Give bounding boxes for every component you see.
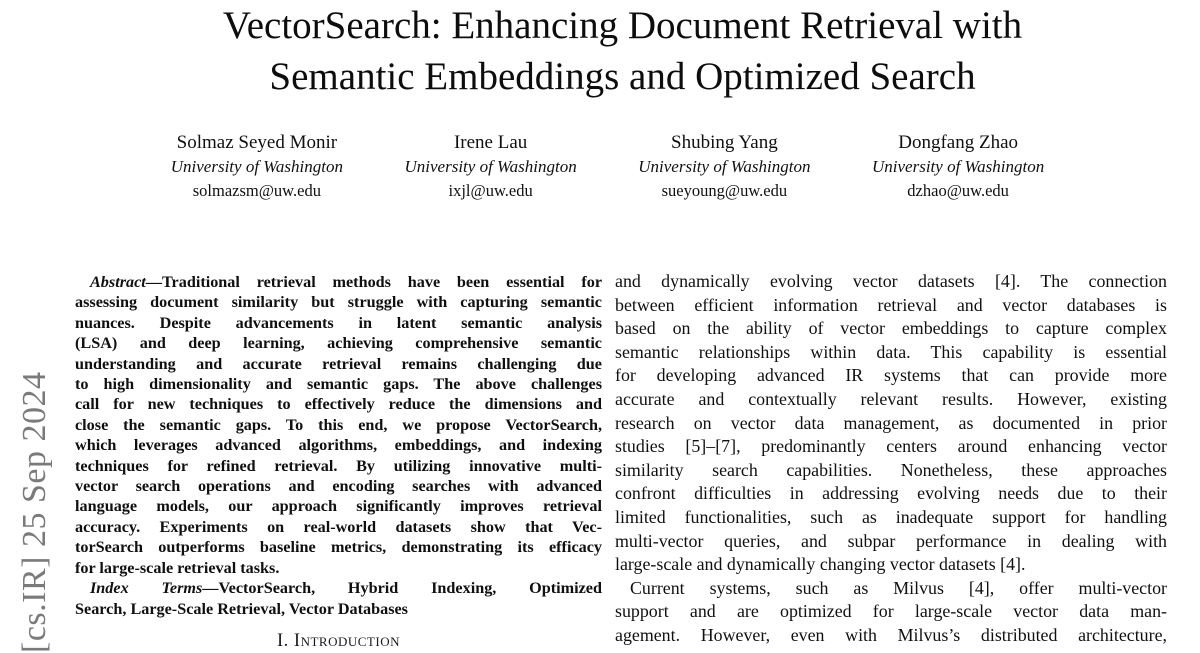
text-line: language models, our approach significantly improves retrieval [75, 497, 602, 516]
text-line: to high dimensionality and semantic gaps. The above challenges [75, 375, 602, 394]
text-line: call for new techniques to effectively reduce the dimensions and [75, 395, 602, 414]
text-line: studies [5]–[7], predominantly centers around enhancing vector [615, 436, 1167, 457]
author-email: dzhao@uw.edu [907, 181, 1009, 200]
text-line: close the semantic gaps. To this end, we propose VectorSearch, [75, 415, 602, 434]
text-line: based on the ability of vector embeddings to capture complex [615, 318, 1167, 339]
author-block [841, 130, 1075, 203]
text-line: multi-vector queries, and subpar performance in dealing with [615, 530, 1167, 551]
text-line: agement. However, even with Milvus’s distributed architecture, [615, 624, 1167, 645]
text-line: Search, Large-Scale Retrieval, Vector Databases [75, 599, 408, 618]
author-name: Dongfang Zhao [898, 132, 1019, 153]
text-line: accuracy. Experiments on real-world datasets show that Vec- [75, 517, 602, 536]
text-line: Current systems, such as Milvus [4], offer multi-vector [630, 577, 1167, 598]
text-line: (LSA) and deep learning, achieving comprehensive semantic [75, 334, 602, 353]
text-line: research on vector data management, as documented in prior [615, 412, 1167, 433]
text-line: semantic relationships within data. This capability is essential [615, 341, 1167, 362]
paper-title-line-2: Semantic Embeddings and Optimized Search [269, 55, 976, 98]
arxiv-stamp: [cs.IR] 25 Sep 2024 [16, 371, 53, 653]
text-line: assessing document similarity but struggle with capturing semantic [75, 293, 602, 312]
text-line: confront difficulties in addressing evolving needs due to their [615, 483, 1167, 504]
author-affiliation: University of Washington [872, 157, 1045, 176]
abstract-column [75, 272, 602, 619]
text-line: and dynamically evolving vector datasets [4]. The connection [615, 271, 1167, 291]
author-block [608, 130, 842, 203]
introduction-section-heading: I. Introduction [277, 631, 400, 651]
text-line: support and are optimized for large-scale vector data man- [615, 601, 1167, 622]
lead-in-italic: Abstract [90, 273, 146, 291]
paper-title-line-1: VectorSearch: Enhancing Document Retrieval with [222, 4, 1023, 47]
text-line: understanding and accurate retrieval remains challenging due [75, 354, 602, 373]
text-line: accurate and contextually relevant results. However, existing [615, 388, 1167, 409]
author-email: ixjl@uw.edu [448, 181, 533, 200]
author-affiliation: University of Washington [638, 157, 811, 176]
author-name: Shubing Yang [671, 132, 778, 153]
author-name: Solmaz Seyed Monir [176, 132, 338, 153]
paragraph [75, 578, 602, 619]
text-line: vector search operations and encoding searches with advanced [75, 477, 602, 496]
author-name: Irene Lau [453, 132, 528, 153]
paragraph [75, 272, 602, 578]
text-line: for large-scale retrieval tasks. [75, 558, 280, 577]
paragraph [615, 577, 1167, 648]
text-line: limited functionalities, such as inadequate support for handling [615, 506, 1167, 527]
author-email: sueyoung@uw.edu [661, 181, 788, 200]
paragraph [615, 270, 1167, 577]
paper-title [75, 0, 1170, 102]
author-email: solmazsm@uw.edu [192, 181, 321, 200]
text-line: similarity search capabilities. Nonetheless, these approaches [615, 459, 1167, 480]
body-text-column [615, 270, 1167, 648]
text-line: Abstract—Traditional retrieval methods have been essential for [90, 273, 602, 291]
author-block [374, 130, 608, 203]
author-affiliation: University of Washington [170, 157, 343, 176]
author-block [140, 130, 374, 203]
text-line: large-scale and dynamically changing vector datasets [4]. [615, 554, 1026, 575]
text-line: for developing advanced IR systems that can provide more [615, 365, 1167, 386]
lead-in-italic: Index Terms [90, 579, 203, 598]
text-line: nuances. Despite advancements in latent semantic analysis [75, 313, 602, 332]
text-line: between efficient information retrieval and vector databases is [615, 294, 1167, 315]
text-line: techniques for refined retrieval. By utilizing innovative multi- [75, 456, 602, 475]
text-line: Index Terms—VectorSearch, Hybrid Indexing, Optimized [90, 579, 602, 598]
author-affiliation: University of Washington [404, 157, 577, 176]
authors-row [140, 130, 1075, 203]
text-line: torSearch outperforms baseline metrics, demonstrating its efficacy [75, 538, 602, 557]
text-line: which leverages advanced algorithms, embeddings, and indexing [75, 436, 602, 455]
